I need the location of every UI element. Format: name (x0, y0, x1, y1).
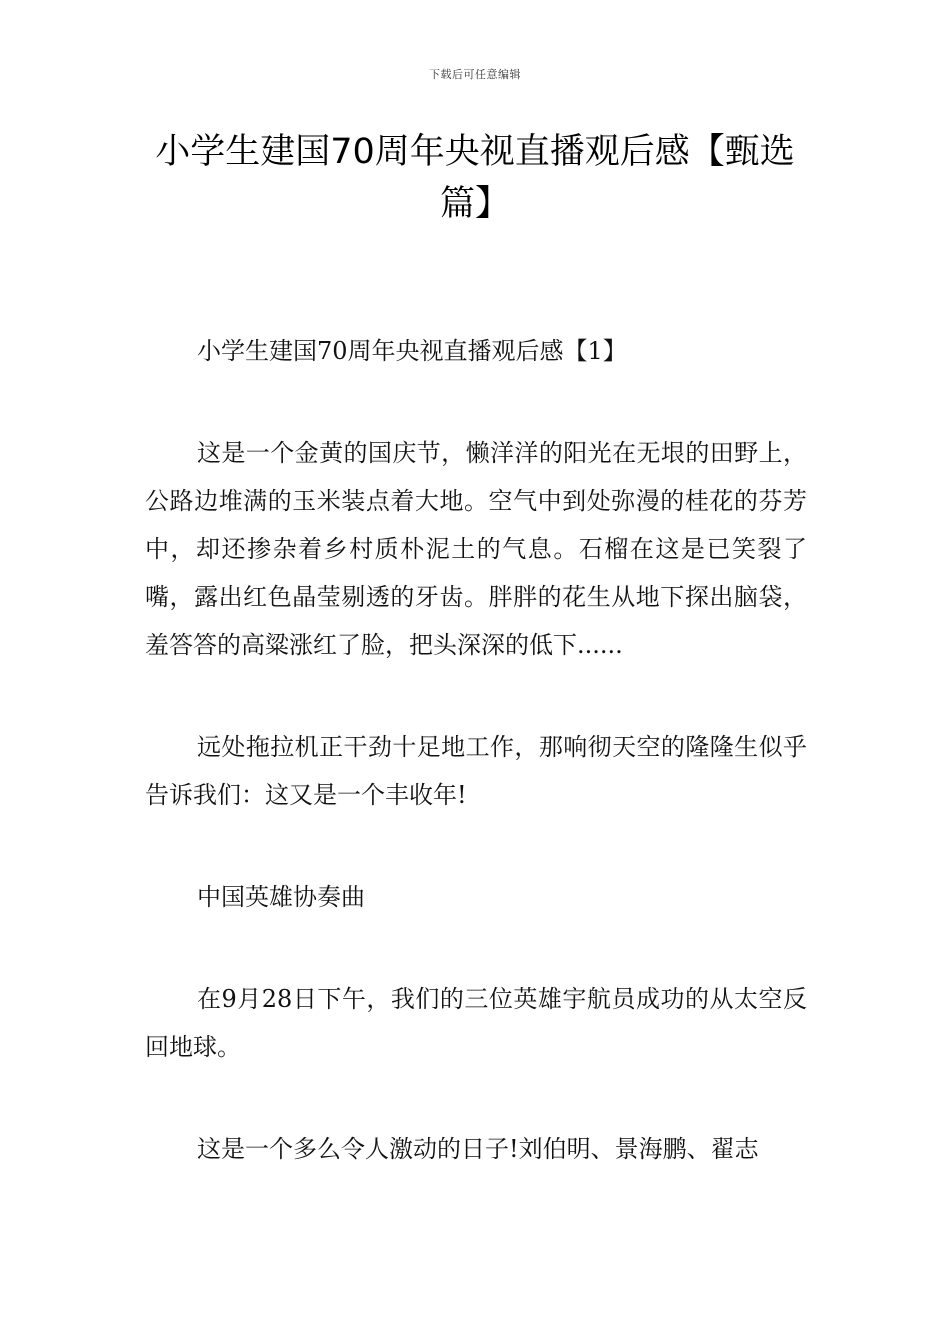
section-heading-2: 中国英雄协奏曲 (197, 883, 365, 911)
paragraph: 在9月28日下午，我们的三位英雄宇航员成功的从太空反回地球。 (145, 985, 807, 1061)
paragraph: 这是一个多么令人激动的日子!刘伯明、景海鹏、翟志 (197, 1135, 759, 1163)
paragraph: 远处拖拉机正干劲十足地工作，那响彻天空的隆隆生似乎告诉我们：这又是一个丰收年! (145, 733, 807, 809)
document-body (145, 327, 807, 1227)
paragraph: 这是一个金黄的国庆节，懒洋洋的阳光在无垠的田野上，公路边堆满的玉米装点着大地。空气中到处弥漫的桂花的芬芳中，却还掺杂着乡村质朴泥土的气息。石榴在这是已笑裂了嘴，露出红色晶莹剔透的牙齿。胖胖的花生从地下探出脑袋，羞答答的高粱涨红了脸，把头深深的低下...... (145, 439, 807, 659)
header-note: 下载后可任意编辑 (429, 68, 521, 81)
section-heading-1: 小学生建国70周年央视直播观后感【1】 (197, 337, 627, 365)
document-title: 小学生建国70周年央视直播观后感【甄选篇】 (155, 132, 795, 224)
